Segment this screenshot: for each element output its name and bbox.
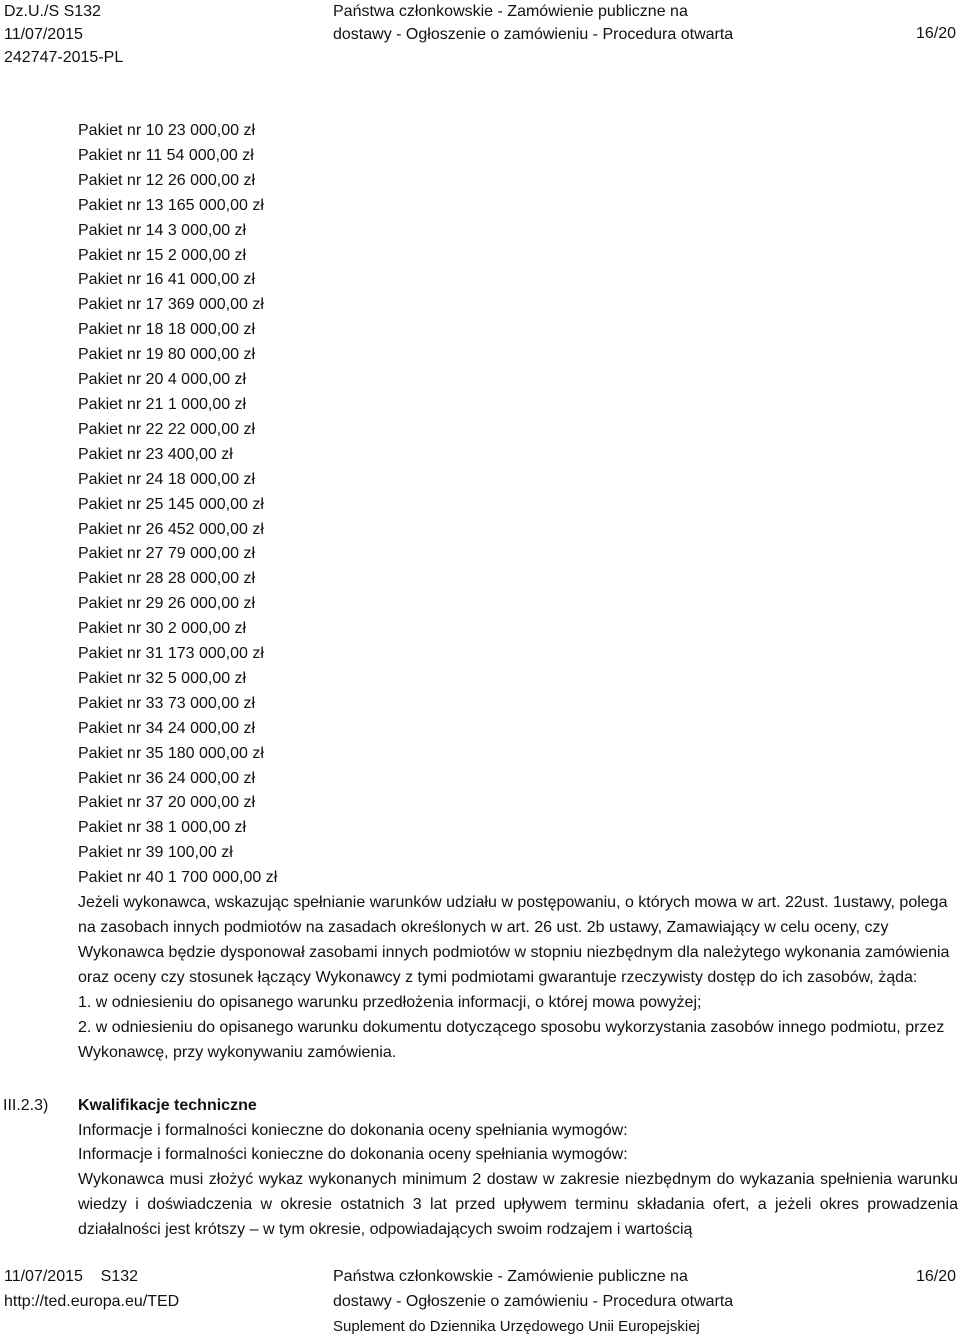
package-item: Pakiet nr 29 26 000,00 zł <box>78 595 256 613</box>
section-title: Kwalifikacje techniczne <box>78 1097 257 1114</box>
package-item: Pakiet nr 21 1 000,00 zł <box>78 395 247 413</box>
package-item: Pakiet nr 28 28 000,00 zł <box>78 570 256 588</box>
section-paragraph: Wykonawca musi złożyć wykaz wykonanych minimum 2 dostaw w zakresie niezbędnym do wykazania spełnienia warunku wiedzy i doświadczenia w okresie ostatnich 3 lat przed upływem terminu składania ofert, a jeżeli okres prowadzenia działalności jest krótszy – w tym okresie, odpowiadających swoim rodzajem i wartością <box>78 1171 958 1238</box>
package-item: Pakiet nr 34 24 000,00 zł <box>78 719 256 737</box>
footer-title <box>333 1264 773 1339</box>
package-item: Pakiet nr 37 20 000,00 zł <box>78 794 256 812</box>
package-item: Pakiet nr 24 18 000,00 zł <box>78 470 256 488</box>
header-date: 11/07/2015 <box>4 26 83 43</box>
footer-title-line2: dostawy - Ogłoszenie o zamówieniu - Procedura otwarta <box>333 1293 734 1310</box>
header-page-number: 16/20 <box>915 25 956 42</box>
main-content <box>78 119 958 1065</box>
package-item: Pakiet nr 40 1 700 000,00 zł <box>78 869 278 887</box>
footer-page-number: 16/20 <box>915 1268 956 1285</box>
journal-ref: Dz.U./S S132 <box>4 3 101 20</box>
page-footer <box>0 1264 960 1334</box>
package-item: Pakiet nr 36 24 000,00 zł <box>78 769 256 787</box>
package-item: Pakiet nr 33 73 000,00 zł <box>78 694 256 712</box>
package-item: Pakiet nr 23 400,00 zł <box>78 445 233 463</box>
package-item: Pakiet nr 31 173 000,00 zł <box>78 645 264 663</box>
footer-title-line1: Państwa członkowskie - Zamówienie publiczne na <box>333 1268 688 1285</box>
resources-item-1: 1. w odniesieniu do opisanego warunku przedłożenia informacji, o której mowa powyżej; <box>78 993 702 1011</box>
package-item: Pakiet nr 35 180 000,00 zł <box>78 744 264 762</box>
resources-paragraph: Jeżeli wykonawca, wskazując spełnianie warunków udziału w postępowaniu, o których mowa w art. 22ust. 1ustawy, polega na zasobach innych podmiotów na zasadach określonych w art. 26 ust. 2b ustawy, Zamawiający w celu oceny, czy Wykonawca będzie dysponował zasobami innych podmiotów w stopniu niezbędnym dla należytego wykonania zamówienia oraz oceny czy stosunek łączący Wykonawcy z tymi podmiotami gwarantuje rzeczywisty dostęp do ich zasobów, żąda: <box>78 894 950 986</box>
notice-number: 242747-2015-PL <box>4 49 124 66</box>
footer-url: http://ted.europa.eu/TED <box>4 1293 180 1310</box>
page-header <box>0 0 960 72</box>
package-item: Pakiet nr 14 3 000,00 zł <box>78 221 247 239</box>
package-item: Pakiet nr 27 79 000,00 zł <box>78 545 256 563</box>
package-list <box>78 119 958 891</box>
package-item: Pakiet nr 20 4 000,00 zł <box>78 371 247 389</box>
package-item: Pakiet nr 19 80 000,00 zł <box>78 346 256 364</box>
resources-item-2: 2. w odniesieniu do opisanego warunku dokumentu dotyczącego sposobu wykorzystania zasobów innego podmiotu, przez Wykonawcę, przy wykonywaniu zamówienia. <box>78 1018 945 1061</box>
package-item: Pakiet nr 22 22 000,00 zł <box>78 420 256 438</box>
footer-date-issue: 11/07/2015 S132 <box>4 1268 139 1285</box>
package-item: Pakiet nr 26 452 000,00 zł <box>78 520 264 538</box>
package-item: Pakiet nr 11 54 000,00 zł <box>78 146 254 164</box>
package-item: Pakiet nr 17 369 000,00 zł <box>78 296 264 314</box>
package-item: Pakiet nr 15 2 000,00 zł <box>78 246 247 264</box>
package-item: Pakiet nr 13 165 000,00 zł <box>78 196 264 214</box>
section-number: III.2.3) <box>3 1097 49 1114</box>
header-title-line1: Państwa członkowskie - Zamówienie publiczne na <box>333 3 688 20</box>
package-item: Pakiet nr 25 145 000,00 zł <box>78 495 264 513</box>
package-item: Pakiet nr 16 41 000,00 zł <box>78 271 256 289</box>
package-item: Pakiet nr 12 26 000,00 zł <box>78 171 256 189</box>
package-item: Pakiet nr 38 1 000,00 zł <box>78 819 247 837</box>
package-item: Pakiet nr 32 5 000,00 zł <box>78 669 247 687</box>
package-item: Pakiet nr 30 2 000,00 zł <box>78 620 247 638</box>
package-item: Pakiet nr 18 18 000,00 zł <box>78 321 256 339</box>
package-item: Pakiet nr 39 100,00 zł <box>78 844 233 862</box>
header-title <box>333 0 773 46</box>
technical-qualifications-section <box>78 1094 958 1242</box>
header-left <box>4 0 123 69</box>
header-title-line2: dostawy - Ogłoszenie o zamówieniu - Procedura otwarta <box>333 26 734 43</box>
section-line-1: Informacje i formalności konieczne do dokonania oceny spełniania wymogów: <box>78 1121 628 1139</box>
footer-left <box>4 1264 179 1314</box>
footer-title-line3: Suplement do Dziennika Urzędowego Unii Europejskiej <box>333 1318 700 1335</box>
package-item: Pakiet nr 10 23 000,00 zł <box>78 122 256 139</box>
section-line-2: Informacje i formalności konieczne do dokonania oceny spełniania wymogów: <box>78 1146 628 1164</box>
